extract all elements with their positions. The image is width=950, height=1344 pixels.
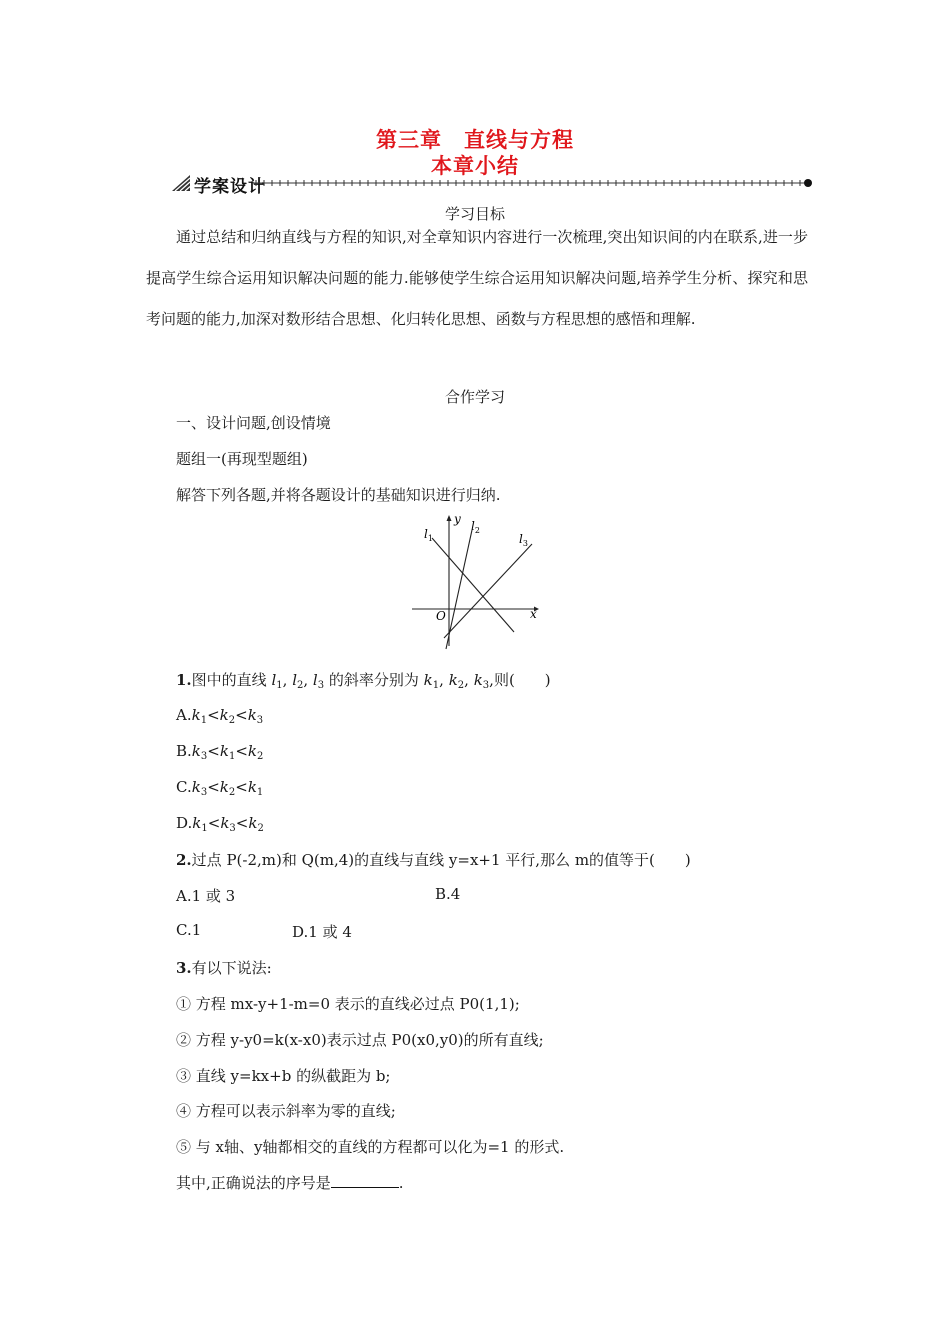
question-3: 3.有以下说法:: [176, 959, 272, 977]
q3-statement-4: ④ 方程可以表示斜率为零的直线;: [176, 1102, 396, 1120]
q2-option-a[interactable]: A.1 或 3: [176, 887, 236, 905]
section-header: [172, 172, 812, 196]
instruction: 解答下列各题,并将各题设计的基础知识进行归纳.: [176, 486, 501, 504]
question-1: 1.图中的直线 $l_1$, $l_2$, $l_3$ 的斜率分别为 $k_1$, $k_2$, $k_3$,则( ): [176, 671, 551, 691]
q1-option-a[interactable]: $A.k_1<k_2<k_3$: [176, 706, 264, 726]
q3-statement-1: ① 方程 mx-y+1-m=0 表示的直线必过点 P0(1,1);: [176, 995, 520, 1013]
group-heading: 题组一(再现型题组): [176, 450, 308, 468]
origin-label: O: [436, 609, 446, 623]
q3-statement-2: ② 方程 y-y0=k(x-x0)表示过点 P0(x0,y0)的所有直线;: [176, 1031, 544, 1049]
question-2: 2.过点 P(-2,m)和 Q(m,4)的直线与直线 y=x+1 平行,那么 m的值等于( ): [176, 851, 691, 869]
y-axis-arrow: [447, 515, 452, 521]
part-heading: 一、设计问题,创设情境: [176, 414, 331, 432]
q3-statement-3: ③ 直线 y=kx+b 的纵截距为 b;: [176, 1067, 391, 1085]
dotted-rule: [252, 172, 814, 194]
q1-option-b[interactable]: $B.k_3<k_1<k_2$: [176, 742, 264, 762]
lines-figure: [408, 512, 544, 650]
q2-option-c[interactable]: C.1: [176, 921, 202, 939]
q2-option-d[interactable]: D.1 或 4: [292, 923, 352, 941]
objectives-heading: 学习目标: [444, 205, 505, 223]
section-title: 本章小结: [431, 154, 519, 178]
q2-option-b[interactable]: B.4: [435, 885, 461, 903]
objectives-text: 通过总结和归纳直线与方程的知识,对全章知识内容进行一次梳理,突出知识间的内在联系,进一步提高学生综合运用知识解决问题的能力.能够使学生综合运用知识解决问题,培养学生分析、探究和思考问题的能力,加深对数形结合思想、化归转化思想、函数与方程思想的感悟和理解.: [146, 228, 808, 328]
l2-label: $l_2$: [471, 519, 480, 535]
x-axis-label: x: [530, 607, 537, 621]
y-axis-label: y: [454, 512, 461, 526]
coop-heading: 合作学习: [444, 388, 505, 406]
q1-option-c[interactable]: $C.k_3<k_2<k_1$: [176, 778, 264, 798]
line-l3: [444, 544, 532, 638]
q3-conclusion: 其中,正确说法的序号是 .: [176, 1174, 404, 1192]
l1-label: $l_1$: [424, 527, 433, 543]
q1-option-d[interactable]: $D.k_1<k_3<k_2$: [176, 814, 264, 834]
section-label: 学案设计: [194, 177, 266, 197]
chapter-title: 第三章 直线与方程: [376, 128, 574, 152]
triangle-stripes-icon: [172, 174, 192, 192]
l3-label: $l_3$: [519, 532, 528, 548]
answer-blank[interactable]: [331, 1173, 399, 1188]
q3-statement-5: ⑤ 与 x轴、y轴都相交的直线的方程都可以化为=1 的形式.: [176, 1138, 565, 1156]
